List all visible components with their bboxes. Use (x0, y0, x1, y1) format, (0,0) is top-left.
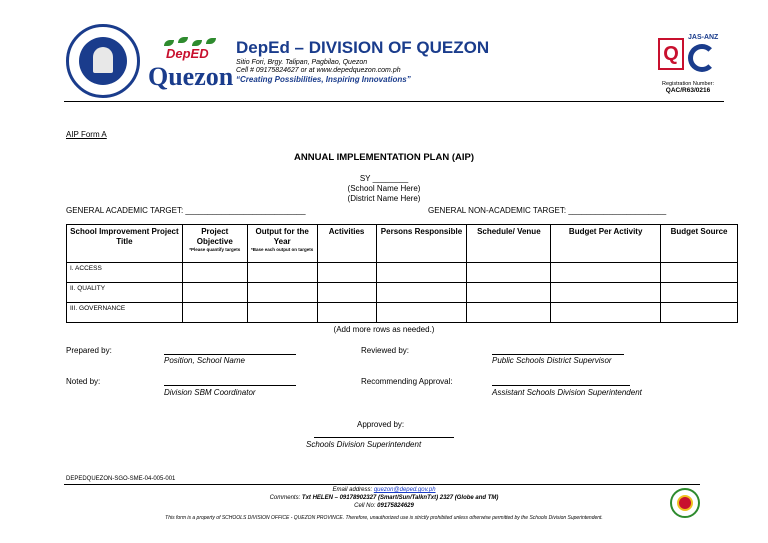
table-row (67, 303, 738, 323)
column-header: School Improvement Project Title (67, 225, 183, 263)
header-title: DepEd – DIVISION OF QUEZON (236, 38, 490, 57)
column-header: Budget Per Activity (551, 225, 661, 263)
recommending-approval-label: Recommending Approval: (361, 377, 453, 386)
column-header: Activities (317, 225, 376, 263)
column-note: *Please quantify targets (189, 247, 241, 252)
letterhead (0, 0, 768, 110)
registration-label: Registration Number: (662, 81, 714, 87)
column-header: Persons Responsible (376, 225, 467, 263)
form-code: DEPEDQUEZON-SGO-SME-04-005-001 (66, 476, 176, 482)
header-divider (64, 101, 724, 102)
approved-caption: Schools Division Superintendent (306, 440, 422, 449)
cert-mark: JAS-ANZ (688, 34, 719, 41)
prepared-by-label: Prepared by: (66, 346, 112, 355)
recommending-caption: Assistant Schools Division Superintendent (492, 388, 642, 397)
header-slogan: “Creating Possibilities, Inspiring Innovations” (236, 75, 411, 84)
column-header: Schedule/ Venue (467, 225, 551, 263)
certification-logo-icon: Q JAS-ANZ (656, 34, 720, 80)
prepared-caption: Position, School Name (164, 356, 245, 365)
noted-by-label: Noted by: (66, 377, 101, 386)
footer-divider (64, 484, 700, 485)
signature-line (314, 437, 454, 438)
row-label: I. ACCESS (67, 263, 183, 283)
row-label: II. QUALITY (67, 283, 183, 303)
aip-table (66, 224, 738, 323)
signature-line (164, 354, 296, 355)
approved-by-label: Approved by: (357, 420, 405, 429)
table-row (67, 283, 738, 303)
footer-cell: Cell No: 09175824629 (354, 503, 414, 509)
form-title: ANNUAL IMPLEMENTATION PLAN (AIP) (294, 152, 474, 163)
column-header: Project Objective *Please quantify targets (182, 225, 247, 263)
form-label: AIP Form A (66, 130, 107, 139)
row-label: III. GOVERNANCE (67, 303, 183, 323)
deped-quezon-logo-icon (146, 36, 232, 92)
footer-comments: Comments: Txt HELEN – 09178902327 (Smart/Sun/TalknTxt) 2327 (Globe and TM) (269, 495, 499, 501)
reviewed-caption: Public Schools District Supervisor (492, 356, 612, 365)
school-year: SY ________ (359, 174, 409, 183)
general-academic-target: GENERAL ACADEMIC TARGET: ___________________________ (66, 206, 306, 215)
reviewed-by-label: Reviewed by: (361, 346, 410, 355)
signature-line (492, 354, 624, 355)
email-link[interactable]: quezon@deped.gov.ph (373, 487, 436, 493)
column-note: *Base each output on targets (251, 247, 314, 252)
header-contact: Cell # 09175824627 or at www.depedquezon.com.ph (236, 67, 401, 74)
noted-caption: Division SBM Coordinator (164, 388, 256, 397)
division-seal-icon (670, 488, 700, 518)
registration-number: QAC/R63/0216 (665, 87, 711, 94)
signature-line (492, 385, 630, 386)
header-address: Sitio Fori, Brgy. Talipan, Pagbilao, Quezon (236, 59, 368, 66)
footer-email: Email address: quezon@deped.gov.ph (332, 487, 436, 493)
column-header: Budget Source (661, 225, 738, 263)
signature-line (164, 385, 296, 386)
deped-logo-text: DepED (166, 46, 209, 61)
district-name: (District Name Here) (347, 194, 421, 203)
column-header: Output for the Year *Base each output on targets (247, 225, 317, 263)
school-name: (School Name Here) (347, 184, 421, 193)
footer-disclaimer: This form is a property of SCHOOLS DIVISION OFFICE - QUEZON PROVINCE. Therefore, unauthorized use is strictly prohibited unless otherwise permitted by the Schools Division Superintendent. (165, 515, 603, 521)
table-row (67, 263, 738, 283)
general-non-academic-target: GENERAL NON-ACADEMIC TARGET: ______________________ (428, 206, 667, 215)
quezon-logo-text: Quezon (148, 62, 234, 91)
deped-seal-icon (66, 24, 140, 98)
add-more-note: (Add more rows as needed.) (333, 325, 435, 334)
